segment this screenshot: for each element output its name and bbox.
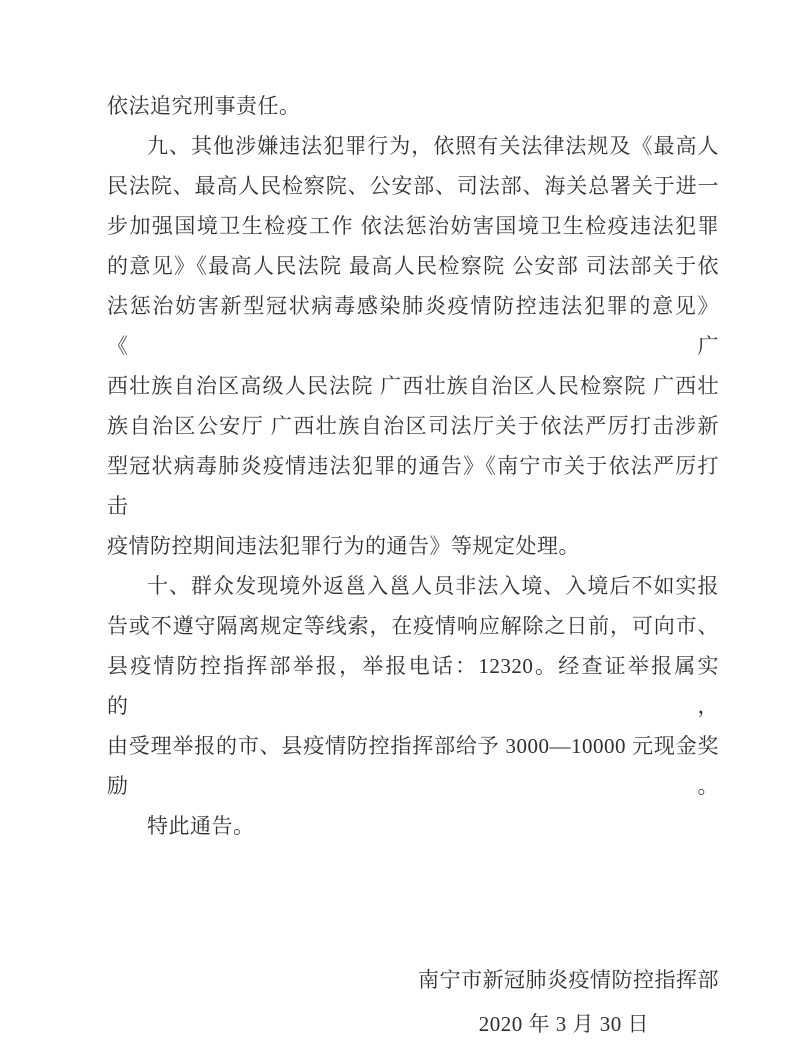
notice-line: 步加强国境卫生检疫工作 依法惩治妨害国境卫生检疫违法犯罪 [107,214,719,238]
notice-line: 告或不遵守隔离规定等线索，在疫情响应解除之日前，可向市、 [107,614,719,638]
issuing-authority: 南宁市新冠肺炎疫情防控指挥部 [418,968,719,992]
notice-line: 县疫情防控指挥部举报，举报电话：12320。经查证举报属实的， [107,654,719,718]
notice-line: 民法院、最高人民检察院、公安部、司法部、海关总署关于进一 [107,174,719,198]
notice-line: 十、群众发现境外返邕入邕人员非法入境、入境后不如实报 [147,574,719,598]
notice-line: 特此通告。 [147,814,255,838]
notice-line: 的意见》《最高人民法院 最高人民检察院 公安部 司法部关于依 [107,254,719,278]
notice-line: 西壮族自治区高级人民法院 广西壮族自治区人民检察院 广西壮 [107,374,719,398]
notice-line: 族自治区公安厅 广西壮族自治区司法厅关于依法严厉打击涉新 [107,414,719,438]
notice-line: 九、其他涉嫌违法犯罪行为，依照有关法律法规及《最高人 [147,134,719,158]
notice-line: 疫情防控期间违法犯罪行为的通告》等规定处理。 [107,534,580,558]
signature-block [107,958,719,1046]
issue-date: 2020 年 3 月 30 日 [478,1012,649,1036]
notice-line: 由受理举报的市、县疫情防控指挥部给予 3000—10000 元现金奖励。 [107,734,719,798]
notice-body [107,86,719,846]
notice-line: 依法追究刑事责任。 [107,94,301,118]
notice-line: 型冠状病毒肺炎疫情违法犯罪的通告》《南宁市关于依法严厉打击 [107,454,719,518]
notice-line: 法惩治妨害新型冠状病毒感染肺炎疫情防控违法犯罪的意见》《广 [107,294,719,358]
